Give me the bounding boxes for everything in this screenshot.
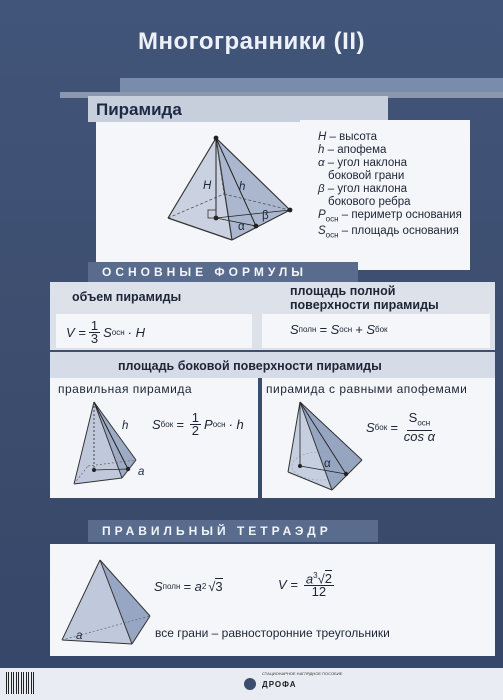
footer-logo-icon [244, 678, 256, 690]
regular-pyramid-label-h: h [122, 420, 129, 432]
regular-pyramid-formula: S бок = $\frac{1}{2}$ P осн · h [152, 410, 244, 438]
volume-formula: V = $\frac{1}{3}$ S осн · H [66, 317, 145, 346]
pyramid-label-alpha: α [238, 221, 245, 233]
pyramid-heading: Пирамида [96, 100, 182, 119]
pyramid-label-h: h [239, 181, 246, 193]
volume-label: объем пирамиды [72, 290, 182, 304]
equal-apothem-fraction: $\frac{S_{осн}}{\text{cos α}}$ [403, 410, 436, 444]
tetrahedron-volume-formula: V = $\frac{a^3√2}{12}$ [278, 571, 332, 600]
footer-publisher: ДРОФА [262, 680, 297, 689]
legend-row-H: H – высота [318, 131, 378, 143]
full-surface-label-1: площадь полной [290, 284, 396, 298]
tetrahedron-volume-fraction: $\frac{a^3√2}{12}$ [305, 571, 332, 600]
full-surface-label-2: поверхности пирамиды [290, 298, 439, 312]
pyramid-label-H: H [203, 180, 212, 192]
regular-pyramid-label-a: a [138, 466, 145, 478]
equal-apothem-formula: S бок = $\frac{S_{осн}}{\text{cos α}}$ [366, 410, 436, 444]
footer-barcode [6, 672, 36, 694]
legend-row-P: $P_{осн}$ – периметр основания [318, 209, 462, 224]
regular-pyramid-label: правильная пирамида [58, 382, 192, 396]
tetrahedron-banner: ПРАВИЛЬНЫЙ ТЕТРАЭДР [88, 520, 378, 542]
formulas-banner: ОСНОВНЫЕ ФОРМУЛЫ [88, 262, 358, 282]
legend-row-beta: β – угол наклона [318, 183, 407, 195]
pyramid-figure [150, 130, 300, 255]
pyramid-label-beta: β [262, 210, 269, 222]
legend-row-alpha-cont: боковой грани [328, 170, 405, 182]
full-surface-formula: S полн = S осн + S бок [290, 322, 388, 337]
volume-lhs: V = [66, 324, 86, 340]
pyramid-legend [318, 131, 478, 242]
tetrahedron-area-formula: S полн = a 2 √ 3 [154, 578, 223, 594]
legend-row-beta-cont: бокового ребра [328, 196, 411, 208]
lateral-heading: площадь боковой поверхности пирамиды [118, 359, 382, 373]
equal-apothem-label-alpha: α [324, 458, 331, 470]
tetrahedron-note: все грани – равносторонние треугольники [155, 626, 390, 640]
footer-series: СТАЦИОНАРНОЕ НАГЛЯДНОЕ ПОСОБИЕ [262, 671, 343, 676]
tetrahedron-figure [56, 552, 156, 652]
equal-apothem-figure [280, 400, 370, 495]
legend-row-h: h – апофема [318, 144, 387, 156]
tetrahedron-label-a: a [76, 630, 83, 642]
legend-row-S: $S_{осн}$ – площадь основания [318, 225, 459, 240]
volume-fraction: $\frac{1}{3}$ [90, 317, 99, 346]
equal-apothem-label: пирамида с равными апофемами [266, 382, 468, 396]
poster-title: Многогранники (II) [138, 28, 365, 55]
regular-pyramid-fraction: $\frac{1}{2}$ [191, 410, 200, 438]
decor-band [120, 78, 503, 92]
legend-row-alpha: α – угол наклона [318, 157, 407, 169]
